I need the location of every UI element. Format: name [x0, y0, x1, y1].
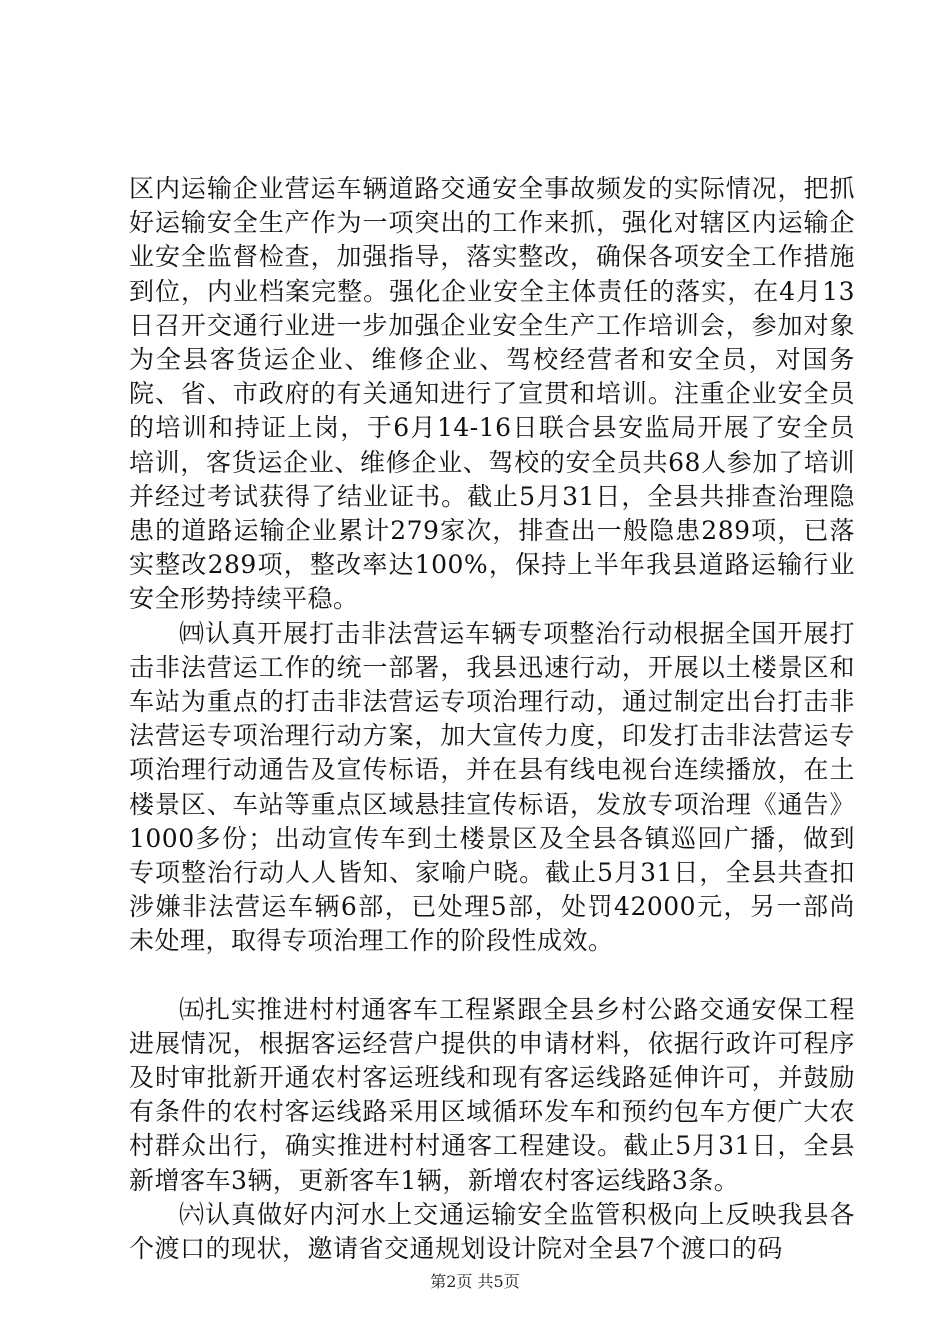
paragraph-illegal-operation: ㈣认真开展打击非法营运车辆专项整治行动根据全国开展打击非法营运工作的统一部署，我县迅速行动，开展以土楼景区和车站为重点的打击非法营运专项治理行动，通过制定出台打击非法营运专项治理行动方案，加大宣传力度，印发打击非法营运专项治理行动通告及宣传标语，并在县有线电视台连续播放，在土楼景区、车站等重点区域悬挂宣传标语，发放专项治理《通告》1000多份；出动宣传车到土楼景区及全县各镇巡回广播，做到专项整治行动人人皆知、家喻户晓。截止5月31日，全县共查扣涉嫌非法营运车辆6部，已处理5部，处罚42000元，另一部尚未处理，取得专项治理工作的阶段性成效。	[129, 618, 855, 956]
paragraph-waterway-safety: ㈥认真做好内河水上交通运输安全监管积极向上反映我县各个渡口的现状，邀请省交通规划设计院对全县7个渡口的码	[129, 1199, 855, 1264]
paragraph-continuation: 区内运输企业营运车辆道路交通安全事故频发的实际情况，把抓好运输安全生产作为一项突出的工作来抓，强化对辖区内运输企业安全监督检查，加强指导，落实整改，确保各项安全工作措施到位，内业档案完整。强化企业安全主体责任的落实，在4月13日召开交通行业进一步加强企业安全生产工作培训会，参加对象为全县客货运企业、维修企业、驾校经营者和安全员，对国务院、省、市政府的有关通知进行了宣贯和培训。注重企业安全员的培训和持证上岗，于6月14-16日联合县安监局开展了安全员培训，客货运企业、维修企业、驾校的安全员共68人参加了培训并经过考试获得了结业证书。截止5月31日，全县共排查治理隐患的道路运输企业累计279家次，排查出一般隐患289项，已落实整改289项，整改率达100%，保持上半年我县道路运输行业安全形势持续平稳。	[129, 174, 855, 614]
page-number-footer: 第2页 共5页	[430, 1272, 520, 1291]
paragraph-village-bus: ㈤扎实推进村村通客车工程紧跟全县乡村公路交通安保工程进展情况，根据客运经营户提供的申请材料，依据行政许可程序及时审批新开通农村客运班线和现有客运线路延伸许可，并鼓励有条件的农村客运线路采用区域循环发车和预约包车方便广大农村群众出行，确实推进村村通客工程建设。截止5月31日，全县新增客车3辆，更新客车1辆，新增农村客运线路3条。	[129, 994, 855, 1195]
document-body	[129, 172, 855, 1266]
